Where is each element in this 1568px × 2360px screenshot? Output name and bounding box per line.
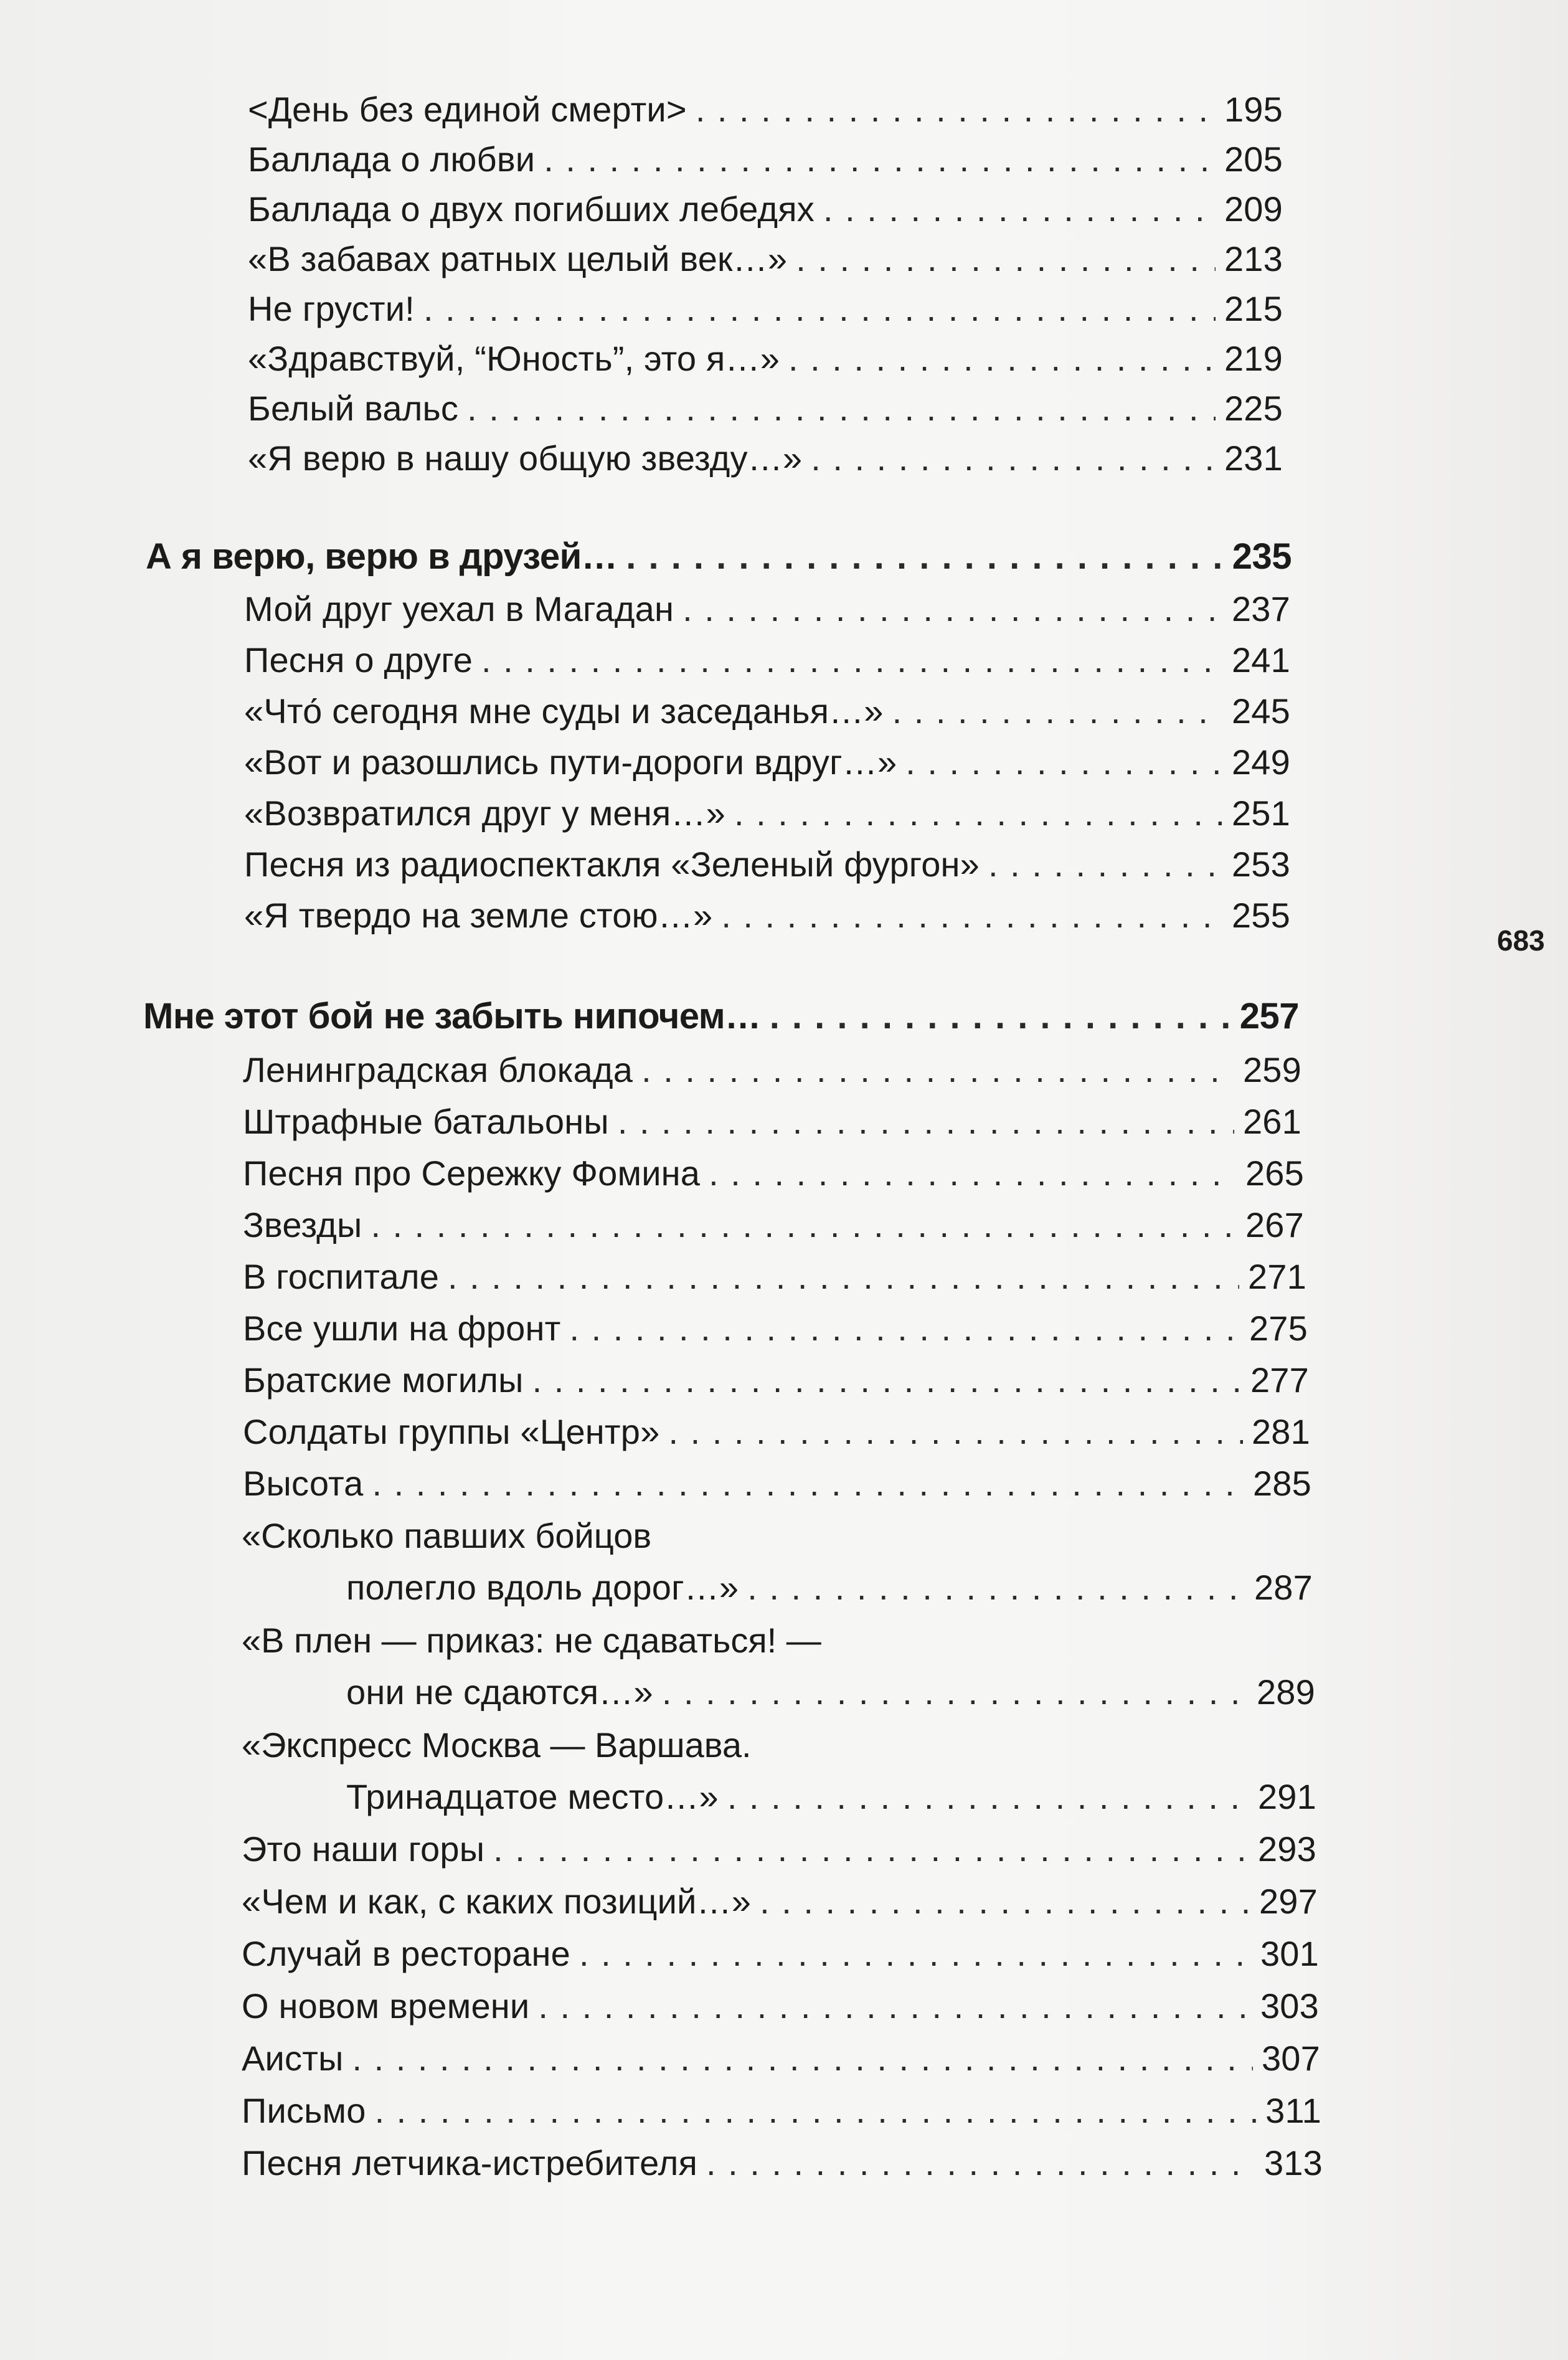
dot-leader [372,1462,1244,1505]
toc-entry-title: Песня из радиоспектакля «Зеленый фургон» [244,845,980,884]
toc-entry-title-line1[interactable]: «Сколько павших бойцов [242,1516,652,1555]
toc-entry-title: «Я верю в нашу общую звезду…» [248,438,803,478]
toc-entry-page: 291 [1257,1777,1316,1816]
toc-entry-title: Баллада о любви [248,140,536,179]
toc-entry-title: «Возвратился друг у меня…» [244,794,725,833]
toc-entry[interactable] [243,1411,1310,1453]
toc-entry[interactable] [248,288,1283,330]
toc-entry-page: 265 [1245,1154,1304,1193]
dot-leader [668,1411,1242,1453]
toc-entry[interactable] [248,387,1283,430]
toc-entry-title: Песня про Сережку Фомина [243,1154,701,1193]
toc-entry-title: Баллада о двух погибших лебедях [248,189,815,229]
toc-entry-page: 297 [1259,1882,1318,1921]
toc-entry[interactable] [244,741,1290,784]
toc-entry[interactable] [248,437,1283,480]
toc-entry[interactable] [242,2090,1321,2132]
section-heading-page: 257 [1239,996,1299,1036]
toc-entry-page: 219 [1224,339,1283,378]
toc-entry-title: «Я твердо на земле стою…» [244,896,713,935]
dot-leader [682,588,1223,630]
toc-entry-title: Белый вальс [248,389,459,428]
toc-entry-page: 241 [1231,640,1290,680]
toc-entry-page: 249 [1231,742,1290,782]
toc-entry[interactable] [248,138,1283,181]
toc-entry[interactable] [242,2142,1323,2184]
toc-entry-title: Штрафные батальоны [243,1102,609,1141]
toc-entry[interactable] [244,588,1290,630]
toc-entry-title: Братские могилы [243,1360,524,1400]
dot-leader [662,1671,1248,1713]
toc-entry[interactable] [244,894,1290,937]
toc-entry-page: 259 [1242,1050,1301,1089]
toc-entry-page: 285 [1252,1464,1311,1503]
toc-entry[interactable] [248,338,1283,380]
toc-entry[interactable] [242,1933,1319,1975]
dot-leader [448,1256,1239,1298]
dot-leader [696,88,1216,131]
section-heading-title: А я верю, верю в друзей… [146,536,618,577]
dot-leader [905,741,1223,784]
dot-leader [626,536,1223,578]
dot-leader [988,843,1223,886]
toc-entry-page: 215 [1224,289,1283,328]
toc-entry-page: 271 [1247,1257,1306,1296]
dot-leader [788,338,1216,380]
toc-entry[interactable] [243,1462,1311,1505]
dot-leader [493,1828,1249,1870]
toc-entry-page: 245 [1231,691,1290,731]
dot-leader [706,2142,1255,2184]
toc-entry[interactable] [243,1204,1304,1246]
toc-entry[interactable] [346,1776,1316,1818]
dot-leader [727,1776,1249,1818]
page-number: 683 [1497,924,1545,957]
dot-leader [796,238,1216,280]
toc-entry-title: «Вот и разошлись пути-дороги вдруг…» [244,742,897,782]
section-heading-page: 235 [1232,536,1292,577]
toc-entry[interactable] [244,639,1290,681]
dot-leader [721,894,1223,937]
toc-entry-title: Аисты [242,2039,344,2078]
toc-entry[interactable] [244,792,1290,835]
toc-entry-title-line1[interactable]: «Экспресс Москва — Варшава. [242,1725,752,1765]
toc-entry[interactable] [243,1101,1301,1143]
toc-entry[interactable] [243,1307,1308,1350]
dot-leader [481,639,1223,681]
dot-leader [747,1566,1245,1609]
toc-entry-title: Ленинградская блокада [243,1050,633,1089]
toc-section-heading[interactable] [143,995,1299,1038]
toc-entry-page: 289 [1256,1672,1315,1712]
toc-entry-page: 287 [1254,1568,1313,1607]
toc-entry-title: Звезды [243,1205,362,1244]
toc-entry-page: 303 [1260,1986,1319,2026]
toc-entry-page: 275 [1249,1309,1308,1348]
dot-leader [538,1985,1252,2027]
toc-entry-page: 209 [1224,189,1283,229]
toc-entry[interactable] [243,1152,1304,1195]
toc-entry[interactable] [242,1828,1316,1870]
dot-leader [423,288,1216,330]
toc-entry-page: 225 [1224,389,1283,428]
toc-entry[interactable] [243,1359,1309,1401]
dot-leader [352,2037,1253,2080]
toc-entry-title: Песня о друге [244,640,473,680]
dot-leader [467,387,1216,430]
toc-entry-page: 237 [1231,589,1290,628]
toc-entry-page: 277 [1250,1360,1309,1400]
dot-leader [618,1101,1234,1143]
section-heading-title: Мне этот бой не забыть нипочем… [143,996,761,1036]
toc-entry[interactable] [242,1985,1319,2027]
toc-entry-page: 301 [1260,1934,1319,1973]
dot-leader [544,138,1216,181]
dot-leader [892,690,1223,732]
toc-entry-page: 267 [1245,1205,1304,1244]
toc-entry-title: «Что́ сегодня мне суды и заседанья…» [244,691,884,731]
toc-entry-page: 231 [1224,438,1283,478]
toc-entry[interactable] [248,188,1283,230]
toc-entry[interactable] [248,238,1283,280]
toc-entry-title: <День без единой смерти> [248,90,687,129]
toc-entry[interactable] [242,1880,1318,1923]
toc-entry[interactable] [243,1256,1306,1298]
toc-entry[interactable] [346,1566,1313,1609]
toc-entry-title: «В забавах ратных целый век…» [248,239,788,278]
toc-entry-page: 251 [1231,794,1290,833]
toc-entry-page: 313 [1263,2143,1323,2182]
toc-entry-page: 195 [1224,90,1283,129]
toc-entry-title: Солдаты группы «Центр» [243,1412,660,1451]
toc-entry[interactable] [243,1049,1301,1091]
toc-entry-title: Не грусти! [248,289,415,328]
toc-entry-title: «Чем и как, с каких позиций…» [242,1882,752,1921]
toc-entry-page: 255 [1231,896,1290,935]
toc-entry-title: «Здравствуй, “Юность”, это я…» [248,339,780,378]
toc-entry-title-line2: полегло вдоль дорог…» [346,1568,739,1607]
toc-entry-page: 205 [1224,140,1283,179]
toc-entry-title: Это наши горы [242,1829,485,1869]
toc-entry-title-line2: они не сдаются…» [346,1672,653,1712]
toc-entry-page: 253 [1231,845,1290,884]
toc-entry[interactable] [244,690,1290,732]
toc-entry-page: 213 [1224,239,1283,278]
dot-leader [569,1307,1240,1350]
dot-leader [532,1359,1242,1401]
dot-leader [579,1933,1252,1975]
toc-entry-title-line1[interactable]: «В плен — приказ: не сдаваться! — [242,1621,821,1660]
dot-leader [709,1152,1237,1195]
dot-leader [641,1049,1234,1091]
toc-entry-page: 307 [1261,2039,1320,2078]
dot-leader [371,1204,1237,1246]
dot-leader [734,792,1223,835]
toc-entry[interactable] [346,1671,1315,1713]
toc-entry-title: Все ушли на фронт [243,1309,561,1348]
toc-entry-title: Мой друг уехал в Магадан [244,589,674,628]
toc-entry-title-line2: Тринадцатое место…» [346,1777,719,1816]
toc-entry-page: 261 [1242,1102,1301,1141]
toc-entry[interactable] [244,843,1290,886]
toc-entry[interactable] [242,2037,1320,2080]
toc-entry-page: 293 [1257,1829,1316,1869]
toc-entry-title: В госпитале [243,1257,440,1296]
toc-entry-page: 311 [1265,2091,1321,2130]
toc-entry-title: О новом времени [242,1986,530,2026]
toc-section-heading[interactable] [146,536,1292,578]
dot-leader [375,2090,1257,2132]
toc-entry[interactable] [248,88,1283,131]
dot-leader [823,188,1216,230]
dot-leader [760,1880,1250,1923]
toc-entry-title: Песня летчика-истребителя [242,2143,698,2182]
toc-entry-title: Случай в ресторане [242,1934,570,1973]
toc-entry-page: 281 [1251,1412,1310,1451]
toc-entry-title: Высота [243,1464,364,1503]
toc-entry-title: Письмо [242,2091,366,2130]
dot-leader [770,995,1231,1038]
dot-leader [811,437,1216,480]
